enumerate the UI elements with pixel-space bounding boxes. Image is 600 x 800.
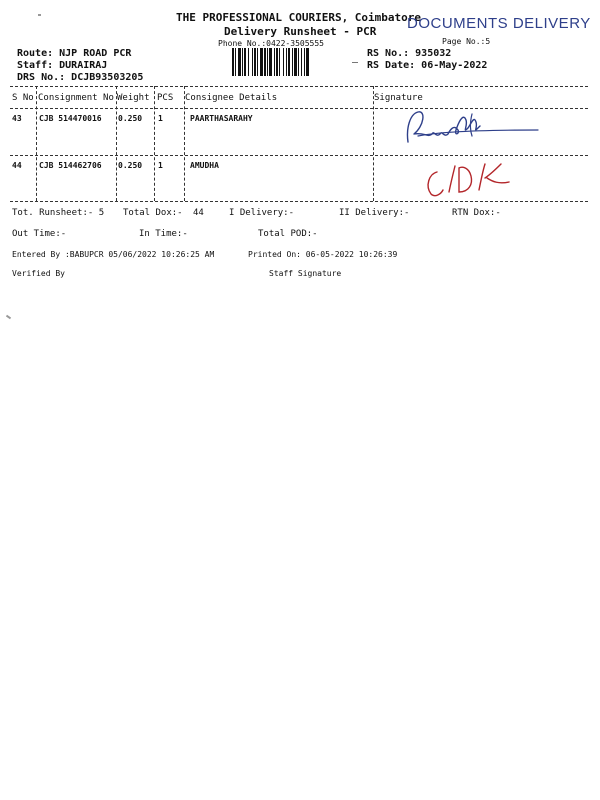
total-pod: Total POD:- [258, 229, 318, 239]
barcode-bar [232, 48, 234, 76]
total-dox-label: Total Dox:- [123, 208, 183, 218]
table-top-rule [10, 86, 588, 87]
barcode-bar [267, 48, 268, 76]
row-1-consignment: CJB 514470016 [39, 114, 102, 123]
barcode-bar [301, 48, 302, 76]
col-header-pcs: PCS [157, 93, 174, 103]
row-2-consignee: AMUDHA [190, 161, 219, 170]
document-title: Delivery Runsheet - PCR [224, 25, 377, 38]
row-1-weight: 0.250 [118, 114, 143, 123]
row-2-weight: 0.250 [118, 161, 143, 170]
row-1-consignee: PAARTHASARAHY [190, 114, 253, 123]
column-divider [116, 86, 117, 201]
out-time: Out Time:- [12, 229, 67, 239]
staff-signature: Staff Signature [269, 269, 342, 278]
barcode-bar [248, 48, 249, 76]
barcode-bar [242, 48, 243, 76]
row-1-sno: 43 [12, 114, 22, 123]
barcode-bar [283, 48, 284, 76]
barcode-bar [269, 48, 272, 76]
row-2-handwritten-note [415, 152, 525, 202]
col-header-consignment: Consignment No [38, 93, 114, 103]
staff-label: Staff: DURAIRAJ [17, 60, 108, 71]
scan-mark [6, 315, 11, 320]
page-number: Page No.:5 [442, 37, 491, 46]
company-name: THE PROFESSIONAL COURIERS, Coimbatore [176, 11, 422, 24]
verified-by: Verified By [12, 269, 65, 278]
printed-on: Printed On: 06-05-2022 10:26:39 [248, 250, 398, 259]
barcode-bar [279, 48, 280, 76]
barcode-bar [254, 48, 256, 76]
rs-date: RS Date: 06-May-2022 [367, 60, 488, 71]
barcode-bar [252, 48, 253, 76]
barcode [232, 48, 350, 76]
route-label: Route: NJP ROAD PCR [17, 48, 132, 59]
row-2-consignment: CJB 514462706 [39, 161, 102, 170]
in-time: In Time:- [139, 229, 188, 239]
i-delivery: I Delivery:- [229, 208, 295, 218]
barcode-dash [352, 62, 358, 63]
barcode-bar [244, 48, 246, 76]
barcode-bar [274, 48, 275, 76]
col-header-weight: Weight [117, 93, 150, 103]
barcode-bar [288, 48, 290, 76]
barcode-bar [257, 48, 258, 76]
scan-mark [38, 14, 41, 16]
col-header-sno: S No [12, 93, 34, 103]
col-header-signature: Signature [374, 93, 423, 103]
row-1-handwritten-signature [398, 104, 548, 152]
row-2-pcs: 1 [158, 161, 163, 170]
row-1-pcs: 1 [158, 114, 163, 123]
barcode-bar [286, 48, 287, 76]
barcode-bar [294, 48, 297, 76]
barcode-bar [238, 48, 241, 76]
barcode-bar [298, 48, 299, 76]
column-divider [184, 86, 185, 201]
barcode-bar [235, 48, 236, 76]
barcode-bar [260, 48, 263, 76]
documents-delivery-stamp: DOCUMENTS DELIVERY [407, 15, 591, 32]
total-runsheet: Tot. Runsheet:- 5 [12, 208, 105, 218]
barcode-bar [264, 48, 266, 76]
ii-delivery: II Delivery:- [339, 208, 410, 218]
entered-by: Entered By :BABUPCR 05/06/2022 10:26:25 AM [12, 250, 215, 259]
rtn-dox: RTN Dox:- [452, 208, 501, 218]
barcode-bar [276, 48, 278, 76]
barcode-bar [306, 48, 309, 76]
column-divider [154, 86, 155, 201]
barcode-bar [304, 48, 305, 76]
barcode-bar [292, 48, 293, 76]
column-divider [36, 86, 37, 201]
column-divider [373, 86, 374, 201]
total-dox-value: 44 [193, 208, 204, 218]
phone-number: Phone No.:0422-3505555 [218, 39, 324, 48]
rs-number: RS No.: 935032 [367, 48, 452, 59]
col-header-consignee: Consignee Details [185, 93, 278, 103]
drs-number: DRS No.: DCJB93503205 [17, 72, 144, 83]
row-2-sno: 44 [12, 161, 22, 170]
